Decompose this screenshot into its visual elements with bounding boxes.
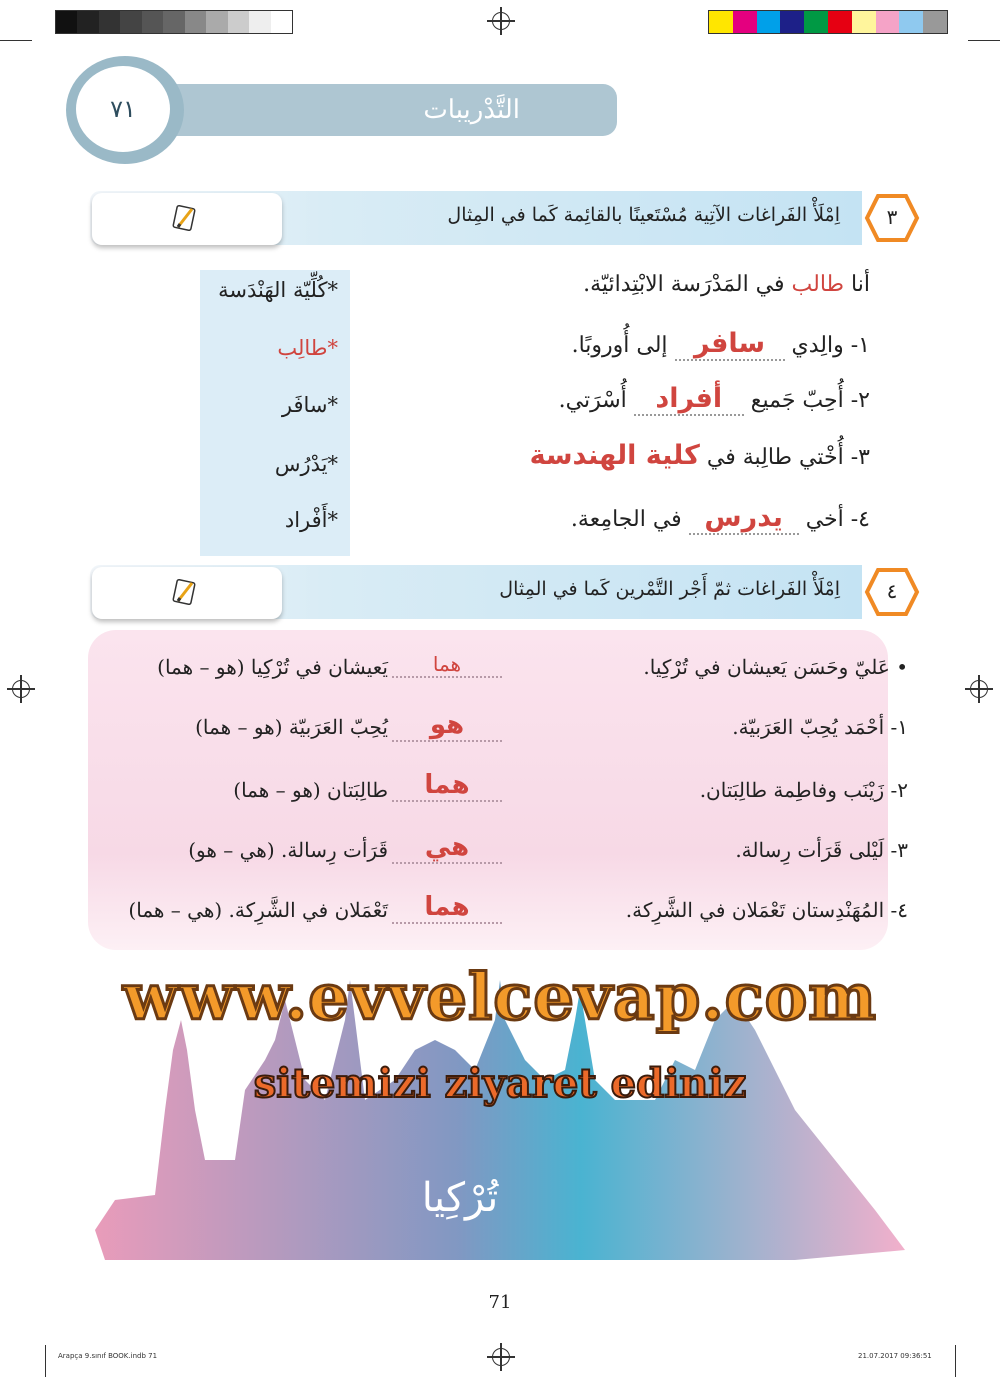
exercise4-sentence: ٢- زَيْنَب وفاطِمة طالِبَتان. xyxy=(699,778,908,802)
word-list-item: *يَدْرُس xyxy=(274,452,338,476)
word-list-item: *أَفْراد xyxy=(284,508,338,532)
exercise4-sentence: ٤- المُهَنْدِستان تَعْمَلان في الشَّرِكة. xyxy=(625,898,908,922)
sentence-text: أُسْرَتي. xyxy=(558,388,627,413)
exercise4-sentence: ١- أحْمَد يُحِبّ العَرَبيّة. xyxy=(732,715,908,739)
registration-mark-icon xyxy=(12,680,30,698)
exercise3-sentence-2 xyxy=(440,383,870,416)
crop-mark xyxy=(955,1345,956,1377)
watermark-tagline: sitemizi ziyaret ediniz xyxy=(253,1060,747,1107)
answer-blank[interactable]: هما xyxy=(392,892,502,924)
answer-blank[interactable]: كلية الهندسة xyxy=(529,440,700,471)
grayscale-bar xyxy=(55,10,293,34)
sentence-text: ١- والِدي xyxy=(791,333,870,358)
exercise4-instruction: اِمْلَأْ الفَراغات ثمّ أَجْر التَّمْرين كَما في المِثال xyxy=(499,578,840,600)
word-list-item: *طالِب xyxy=(277,336,338,360)
sentence-text: ٣- أُخْتي طالِبة في xyxy=(706,445,870,470)
exercise4-number: ٤ xyxy=(886,579,898,603)
exercise4-sentence: • عَليّ وحَسَن يَعيشان في تُرْكِيا. xyxy=(643,655,908,679)
sentence-text: ٢- أُحِبّ جَميع xyxy=(750,388,870,413)
page-number: 71 xyxy=(488,1292,512,1313)
exercise4-response-text: طالِبَتان (هو – هما) xyxy=(233,778,388,802)
footer-file: Arapça 9.sınıf BOOK.indb 71 xyxy=(58,1352,158,1360)
exercise4-response-text: يُحِبّ العَرَبيّة (هو – هما) xyxy=(195,715,388,739)
crop-mark xyxy=(0,40,32,41)
answer-blank[interactable]: هما xyxy=(392,770,502,802)
sentence-text: ٤- أخي xyxy=(805,507,870,532)
color-bar xyxy=(708,10,948,34)
page-number-arabic: ٧١ xyxy=(76,66,170,152)
exercise3-sentence-1 xyxy=(440,328,870,361)
answer-blank[interactable]: هي xyxy=(392,832,502,864)
footer-timestamp: 21.07.2017 09:36:51 xyxy=(858,1352,932,1360)
exercise3-instruction: اِمْلَأْ الفَراغات الآتِية مُسْتَعينًا بالقائِمة كَما في المِثال xyxy=(447,204,840,226)
exercise3-sentence-3 xyxy=(440,440,870,471)
exercise3-number: ٣ xyxy=(886,205,898,229)
sentence-text: في الجامِعة. xyxy=(570,507,682,532)
exercise4-sentence: ٣- لَيْلى قَرَأت رِسالة. xyxy=(735,838,908,862)
word-list-item: *كُلِّيّة الهَنْدَسة xyxy=(218,278,338,302)
registration-mark-icon xyxy=(970,680,988,698)
exercise3-sentence-4 xyxy=(440,502,870,535)
page-title: التَّدْريبات xyxy=(423,95,520,125)
answer-blank[interactable]: أفراد xyxy=(634,383,744,416)
exercise3-example xyxy=(440,272,870,297)
crop-mark xyxy=(45,1345,46,1377)
pencil-notebook-icon xyxy=(170,577,200,607)
watermark-url: www.evvelcevap.com xyxy=(123,960,877,1035)
answer-blank[interactable]: يدرس xyxy=(689,502,799,535)
answer-blank[interactable]: هما xyxy=(392,652,502,678)
exercise4-response-text: تَعْمَلان في الشَّرِكة. (هي – هما) xyxy=(128,898,388,922)
sentence-text: إلى أُوروبًا. xyxy=(571,333,668,358)
example-text: أنا xyxy=(844,272,870,297)
registration-mark-icon xyxy=(492,12,510,30)
answer-blank[interactable]: هو xyxy=(392,710,502,742)
illustration-title: تُرْكِيا xyxy=(421,1175,499,1221)
example-answer: طالب xyxy=(791,272,845,297)
crop-mark xyxy=(968,40,1000,41)
pencil-notebook-icon xyxy=(170,203,200,233)
exercise4-response-text: قَرَأت رِسالة. (هي – هو) xyxy=(188,838,388,862)
answer-blank[interactable]: سافر xyxy=(675,328,785,361)
registration-mark-icon xyxy=(492,1348,510,1366)
exercise4-response-text: يَعيشان في تُرْكِيا (هو – هما) xyxy=(157,655,388,679)
example-text: في المَدْرَسة الابْتِدائيّة. xyxy=(583,272,792,297)
word-list-item: *سافَر xyxy=(281,393,338,417)
